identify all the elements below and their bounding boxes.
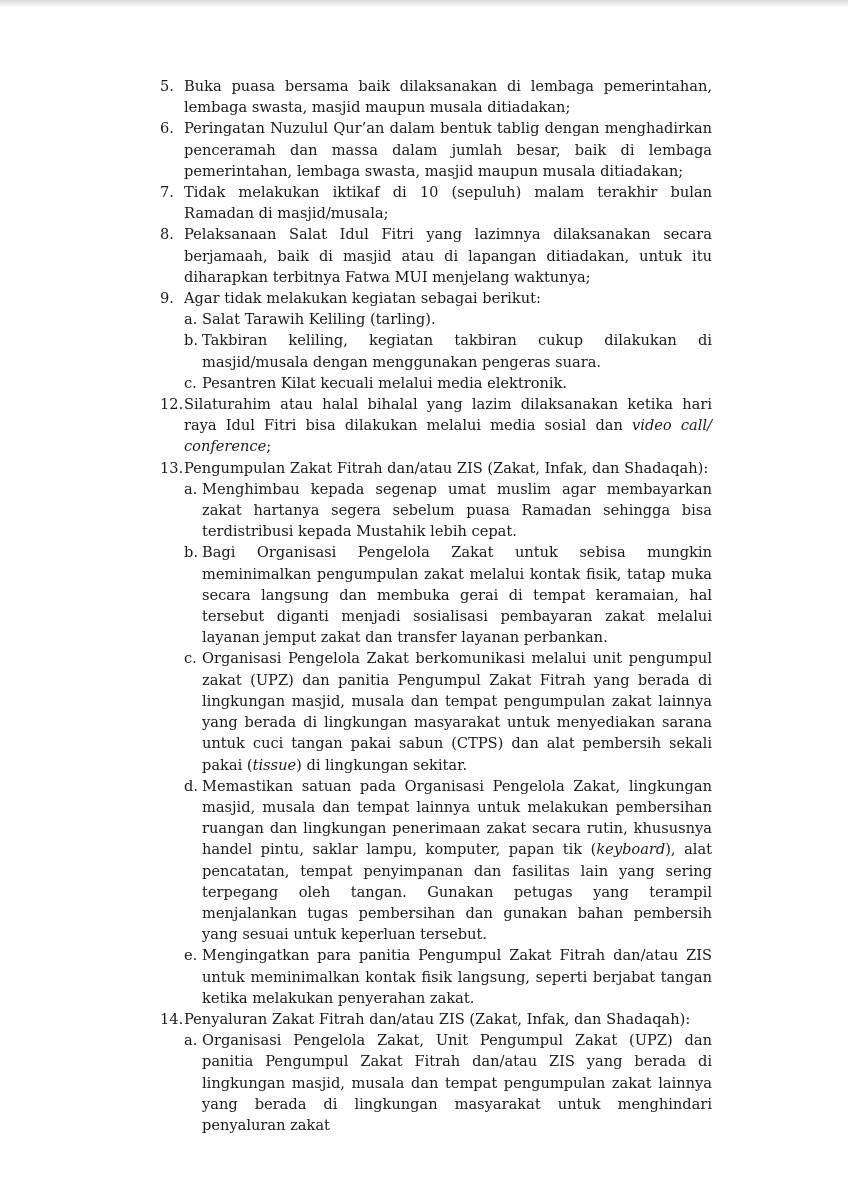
- item-text: Pengumpulan Zakat Fitrah dan/atau ZIS (Zakat, Infak, dan Shadaqah):: [184, 459, 709, 477]
- list-item-8: [160, 224, 712, 288]
- item-number: 12.: [160, 396, 184, 414]
- item-text: Pelaksanaan Salat Idul Fitri yang lazimnya dilaksanakan secara berjamaah, baik di masjid atau di lapangan ditiadakan, untuk itu diharapkan terbitnya Fatwa MUI menjelang waktunya;: [184, 226, 712, 286]
- item-text: Buka puasa bersama baik dilaksanakan di lembaga pemerintahan, lembaga swasta, masjid maupun musala ditiadakan;: [184, 78, 712, 117]
- item-number: 5.: [160, 78, 174, 95]
- sub-item-e: [184, 945, 712, 1009]
- sub-letter: b.: [184, 544, 198, 562]
- list-item-14: [160, 1009, 712, 1136]
- sub-list: [184, 309, 712, 394]
- sub-text: Organisasi Pengelola Zakat berkomunikasi melalui unit pengumpul zakat (UPZ) dan panitia Pengumpul Zakat Fitrah yang berada di lingkungan masjid, musala dan tempat pengumpulan zakat lainnya yang berada di lingkungan masyarakat untuk menyediakan sarana untuk cuci tangan pakai sabun (CTPS) dan alat pembersih sekali pakai (: [202, 650, 712, 774]
- sub-item-a: [184, 479, 712, 543]
- sub-letter: b.: [184, 332, 198, 350]
- item-text: Tidak melakukan iktikaf di 10 (sepuluh) malam terakhir bulan Ramadan di masjid/musala;: [184, 184, 712, 223]
- item-text: Silaturahim atau halal bihalal yang lazim dilaksanakan ketika hari raya Idul Fitri bisa dilakukan melalui media sosial dan: [184, 396, 712, 435]
- item-number: 8.: [160, 226, 174, 244]
- item-number: 7.: [160, 184, 174, 202]
- sub-letter: a.: [184, 311, 198, 329]
- sub-text: Salat Tarawih Keliling (tarling).: [202, 311, 436, 329]
- sub-letter: c.: [184, 374, 197, 392]
- sub-text-italic: tissue: [252, 756, 297, 774]
- sub-text: Bagi Organisasi Pengelola Zakat untuk sebisa mungkin meminimalkan pengumpulan zakat melalui kontak fisik, tatap muka secara langsung dan membuka gerai di tempat keramaian, hal tersebut diganti menjadi sosialisasi pembayaran zakat melalui layanan jemput zakat dan transfer layanan perbankan.: [202, 544, 712, 647]
- sub-letter: c.: [184, 650, 197, 668]
- list-item-13: [160, 458, 712, 1009]
- list-item-7: [160, 182, 712, 224]
- list-item-12: [160, 394, 712, 458]
- sub-text-italic: keyboard: [596, 841, 666, 859]
- item-text-end: ;: [266, 438, 272, 456]
- list-item-5: [160, 76, 712, 118]
- sub-text: Pesantren Kilat kecuali melalui media elektronik.: [202, 374, 568, 392]
- item-text: Agar tidak melakukan kegiatan sebagai berikut:: [184, 290, 541, 308]
- scan-top-edge: [0, 0, 848, 8]
- item-number: 13.: [160, 459, 184, 477]
- sub-item-b: [184, 542, 712, 648]
- document-body: [160, 76, 712, 1136]
- sub-item-c: [184, 648, 712, 775]
- sub-item-a: [184, 1030, 712, 1136]
- sub-item-a: [184, 309, 712, 330]
- sub-list: [184, 479, 712, 1009]
- sub-text: Menghimbau kepada segenap umat muslim agar membayarkan zakat hartanya segera sebelum puasa Ramadan sehingga bisa terdistribusi kepada Mustahik lebih cepat.: [202, 480, 712, 541]
- item-number: 14.: [160, 1010, 184, 1028]
- sub-letter: a.: [184, 480, 198, 498]
- sub-text-end: ), alat pencatatan, tempat penyimpanan dan fasilitas lain yang sering terpegang oleh tangan. Gunakan petugas yang terampil menjalankan tugas pembersihan dan gunakan bahan pembersih yang sesuai untuk keperluan tersebut.: [202, 841, 713, 944]
- list-item-6: [160, 118, 712, 182]
- item-text-italic: video call/ conference: [184, 417, 712, 456]
- sub-text: Organisasi Pengelola Zakat, Unit Pengumpul Zakat (UPZ) dan panitia Pengumpul Zakat Fitrah dan/atau ZIS yang berada di lingkungan masjid, musala dan tempat pengumpulan zakat lainnya yang berada di lingkungan masyarakat untuk menghindari penyaluran zakat: [202, 1032, 712, 1134]
- sub-text: Mengingatkan para panitia Pengumpul Zakat Fitrah dan/atau ZIS untuk meminimalkan kontak fisik langsung, seperti berjabat tangan ketika melakukan penyerahan zakat.: [202, 947, 712, 1007]
- sub-letter: d.: [184, 777, 198, 795]
- item-text: Penyaluran Zakat Fitrah dan/atau ZIS (Zakat, Infak, dan Shadaqah):: [184, 1010, 691, 1028]
- sub-item-b: [184, 330, 712, 372]
- sub-letter: a.: [184, 1032, 198, 1050]
- item-number: 6.: [160, 120, 174, 138]
- sub-text: Takbiran keliling, kegiatan takbiran cukup dilakukan di masjid/musala dengan menggunakan pengeras suara.: [202, 332, 712, 371]
- sub-list: [184, 1030, 712, 1136]
- sub-text: Memastikan satuan pada Organisasi Pengelola Zakat, lingkungan masjid, musala dan tempat lainnya untuk melakukan pembersihan ruangan dan lingkungan penerimaan zakat secara rutin, khususnya handel pintu, saklar lampu, komputer, papan tik (: [202, 777, 712, 859]
- sub-letter: e.: [184, 947, 198, 965]
- item-text: Peringatan Nuzulul Qur’an dalam bentuk tablig dengan menghadirkan penceramah dan massa dalam jumlah besar, baik di lembaga pemerintahan, lembaga swasta, masjid maupun musala ditiadakan;: [184, 120, 712, 180]
- sub-text-end: ) di lingkungan sekitar.: [296, 756, 468, 774]
- item-number: 9.: [160, 290, 174, 308]
- list-item-9: [160, 288, 712, 394]
- sub-item-c: [184, 373, 712, 394]
- sub-item-d: [184, 776, 712, 946]
